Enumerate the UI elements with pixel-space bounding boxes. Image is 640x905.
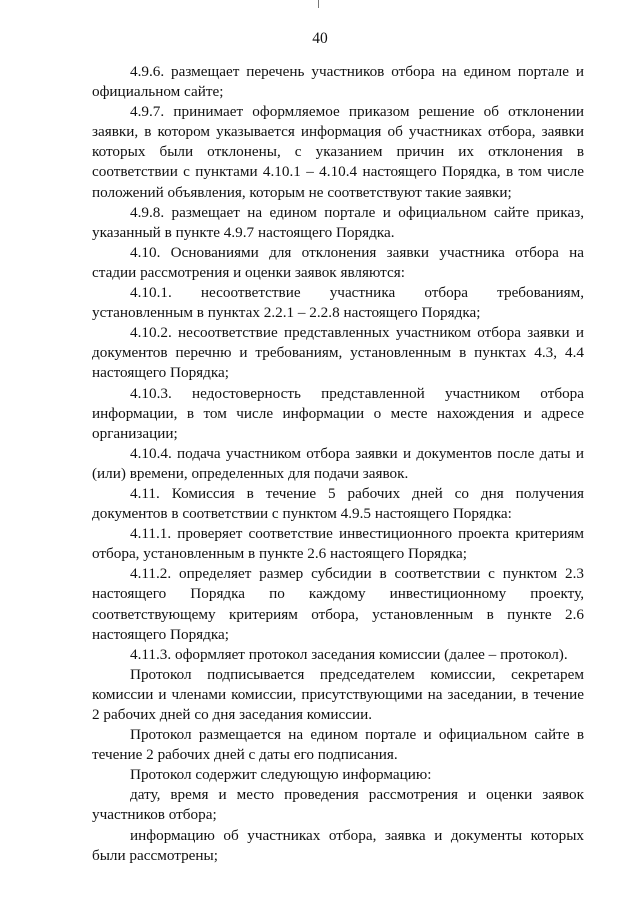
paragraph-4-11-2: 4.11.2. определяет размер субсидии в соответствии с пунктом 2.3 настоящего Порядка по каждому инвестиционному проекту, соответствующему критериям отбора, установленным в пункте 2.6 настоящего Порядка;	[92, 565, 584, 643]
paragraph-protocol-signing: Протокол подписывается председателем комиссии, секретарем комиссии и членами комиссии, присутствующими на заседании, в течение 2 рабочих дней со дня заседания комиссии.	[92, 665, 584, 723]
page-number: 40	[312, 30, 328, 47]
scan-edge-mark	[318, 0, 319, 8]
paragraph-4-10-3: 4.10.3. недостоверность представленной участником отбора информации, в том числе информации о месте нахождения и адресе организации;	[92, 384, 584, 442]
paragraph-4-10: 4.10. Основаниями для отклонения заявки участника отбора на стадии рассмотрения и оценки заявок являются:	[92, 243, 584, 281]
paragraph-4-9-7: 4.9.7. принимает оформляемое приказом решение об отклонении заявки, в котором указывается информация об участниках отбора, заявки которых были отклонены, с указанием причин их отклонения в соответствии с пунктами 4.10.1 – 4.10.4 настоящего Порядка, в том числе положений объявления, которым не соответствуют такие заявки;	[92, 103, 584, 201]
paragraph-protocol-publishing: Протокол размещается на едином портале и официальном сайте в течение 2 рабочих дней с даты его подписания.	[92, 726, 584, 764]
paragraph-4-11-1: 4.11.1. проверяет соответствие инвестиционного проекта критериям отбора, установленным в пункте 2.6 настоящего Порядка;	[92, 525, 584, 563]
paragraph-protocol-participants: информацию об участниках отбора, заявка и документы которых были рассмотрены;	[92, 826, 584, 864]
paragraph-4-9-8: 4.9.8. размещает на едином портале и официальном сайте приказ, указанный в пункте 4.9.7 настоящего Порядка.	[92, 203, 584, 241]
paragraph-4-10-2: 4.10.2. несоответствие представленных участником отбора заявки и документов перечню и требованиям, установленным в пунктах 4.3, 4.4 настоящего Порядка;	[92, 324, 584, 382]
paragraph-4-10-1: 4.10.1. несоответствие участника отбора требованиям, установленным в пунктах 2.2.1 – 2.2.8 настоящего Порядка;	[92, 284, 584, 322]
paragraph-protocol-date-time: дату, время и место проведения рассмотрения и оценки заявок участников отбора;	[92, 786, 584, 824]
paragraph-protocol-contents: Протокол содержит следующую информацию:	[130, 766, 432, 784]
paragraph-4-11-3: 4.11.3. оформляет протокол заседания комиссии (далее – протокол).	[130, 645, 568, 663]
paragraph-4-9-6: 4.9.6. размещает перечень участников отбора на едином портале и официальном сайте;	[92, 63, 584, 101]
document-body	[92, 62, 584, 866]
paragraph-4-10-4: 4.10.4. подача участником отбора заявки и документов после даты и (или) времени, определенных для подачи заявок.	[92, 444, 584, 482]
paragraph-4-11: 4.11. Комиссия в течение 5 рабочих дней со дня получения документов в соответствии с пунктом 4.9.5 настоящего Порядка:	[92, 484, 584, 523]
